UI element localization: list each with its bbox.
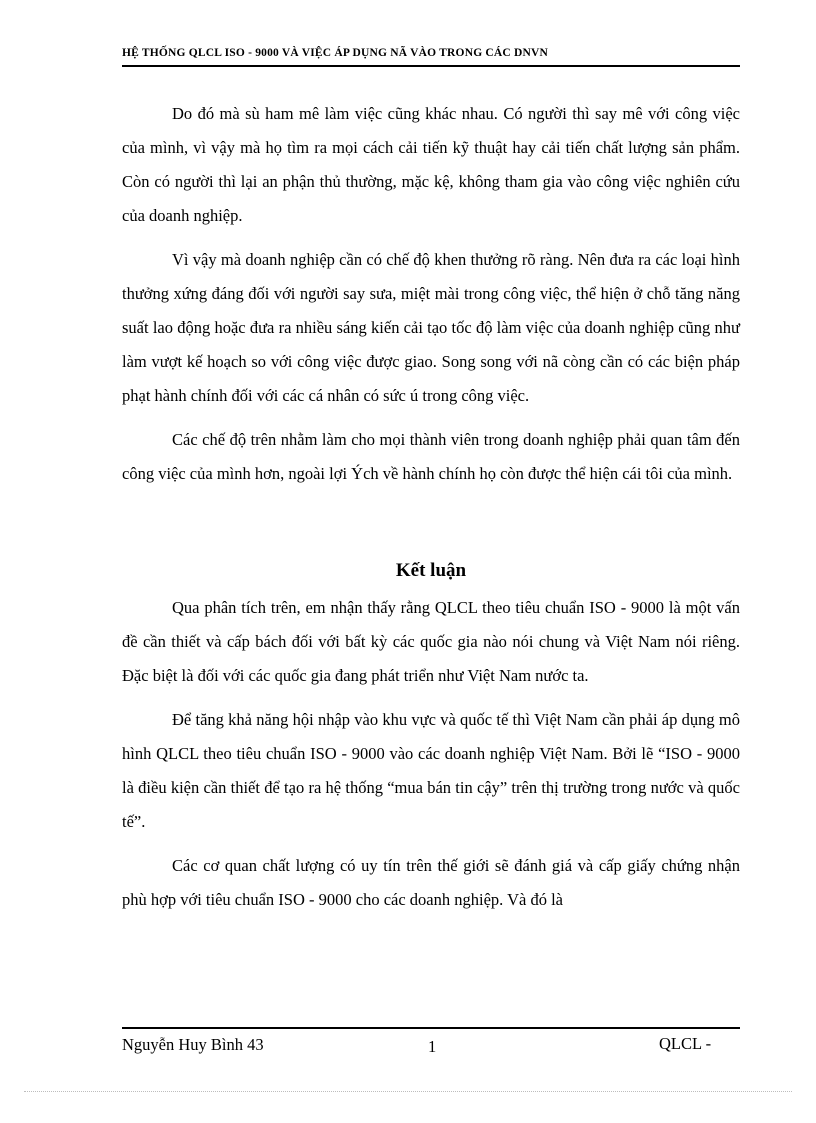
- section-heading: Kết luận: [395, 560, 467, 581]
- footer-divider: [122, 1027, 740, 1029]
- footer-right-text: QLCL -: [659, 1034, 712, 1053]
- page-number: 1: [428, 1037, 437, 1056]
- header-divider: [122, 65, 740, 67]
- paragraph: Do đó mà sù ham mê làm việc cũng khác nhau. Có người thì say mê với công việc của mình, vì vậy mà họ tìm ra mọi cách cải tiến kỹ thuật hay cải tiến chất lượng sản phẩm. Còn có người thì lại an phận thủ thường, mặc kệ, không tham gia vào công việc nghiên cứu của doanh nghiệp.: [122, 104, 740, 225]
- paragraph: Các chế độ trên nhằm làm cho mọi thành viên trong doanh nghiệp phải quan tâm đến công việc của mình hơn, ngoài lợi Ých về hành chính họ còn được thể hiện cái tôi của mình.: [122, 430, 740, 483]
- footer-author: Nguyễn Huy Bình 43: [122, 1035, 264, 1054]
- page-bottom-edge: [24, 1091, 792, 1092]
- running-header: HỆ THỐNG QLCL ISO - 9000 VÀ VIỆC ÁP DỤNG NÃ VÀO TRONG CÁC DNVN: [122, 47, 549, 59]
- paragraph: Để tăng khả năng hội nhập vào khu vực và quốc tế thì Việt Nam cần phải áp dụng mô hình QLCL theo tiêu chuẩn ISO - 9000 vào các doanh nghiệp Việt Nam. Bởi lẽ “ISO - 9000 là điều kiện cần thiết để tạo ra hệ thống “mua bán tin cậy” trên thị trường trong nước và quốc tế”.: [122, 710, 740, 831]
- paragraph: Các cơ quan chất lượng có uy tín trên thế giới sẽ đánh giá và cấp giấy chứng nhận phù hợp với tiêu chuẩn ISO - 9000 cho các doanh nghiệp. Và đó là: [122, 856, 740, 909]
- paragraph: Qua phân tích trên, em nhận thấy rằng QLCL theo tiêu chuẩn ISO - 9000 là một vấn đề cần thiết và cấp bách đối với bất kỳ các quốc gia nào nói chung và Việt Nam nói riêng. Đặc biệt là đối với các quốc gia đang phát triển như Việt Nam nước ta.: [122, 598, 740, 685]
- document-body: [122, 97, 740, 927]
- paragraph: Vì vậy mà doanh nghiệp cần có chế độ khen thưởng rõ ràng. Nên đưa ra các loại hình thưởng xứng đáng đối với người say sưa, miệt mài trong công việc, thể hiện ở chỗ tăng năng suất lao động hoặc đưa ra nhiều sáng kiến cải tạo tốc độ làm việc của doanh nghiệp cũng như làm vượt kế hoạch so với công việc được giao. Song song với nã còng cần có các biện pháp phạt hành chính đối với các cá nhân có sức ú trong công việc.: [122, 250, 740, 405]
